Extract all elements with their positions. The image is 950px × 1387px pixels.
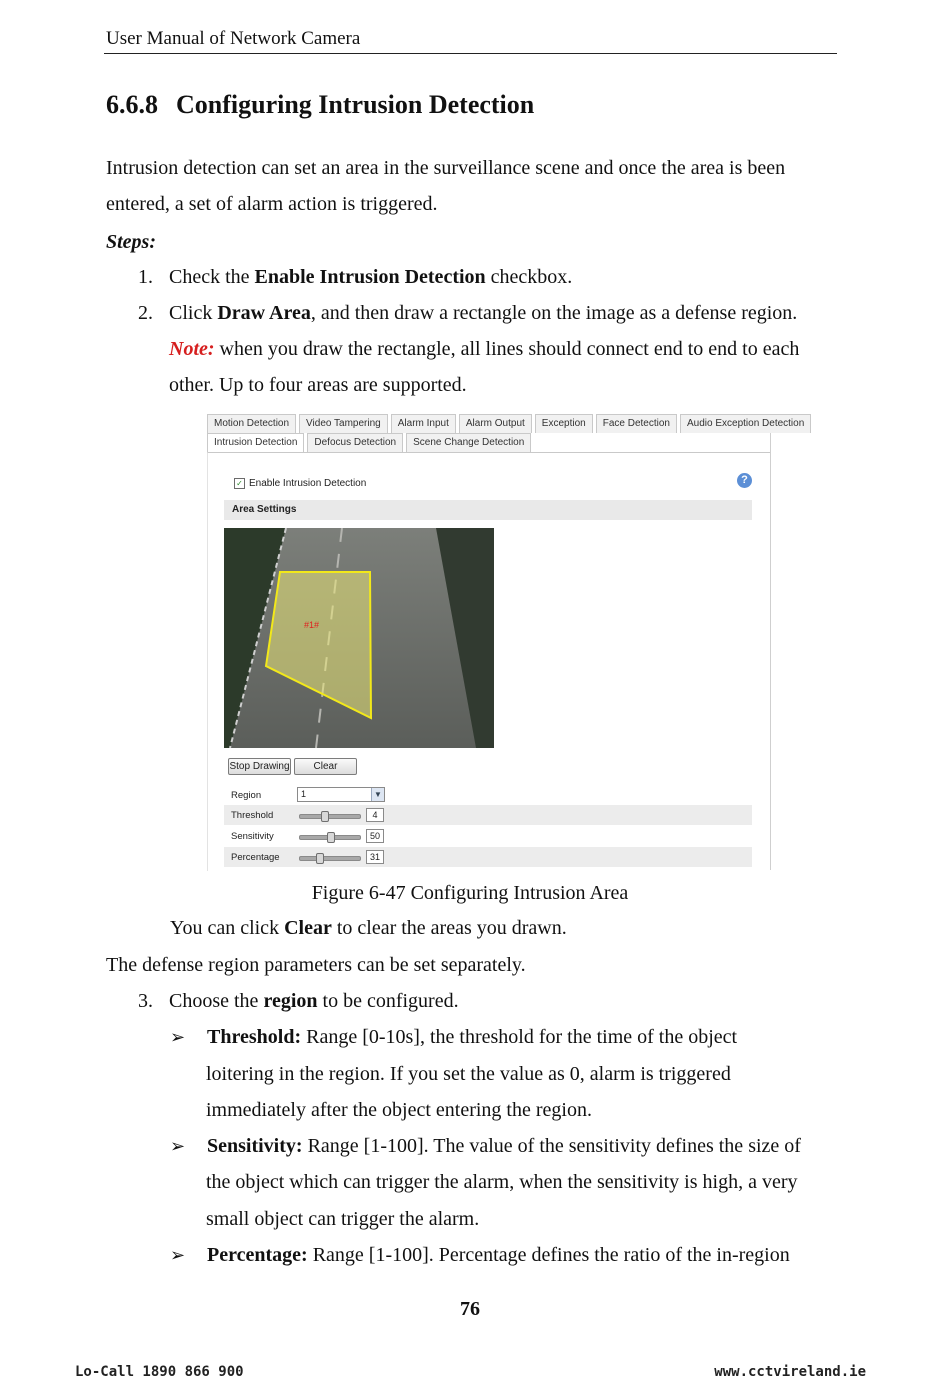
clear-pre: You can click: [170, 917, 285, 939]
intro-line-2: entered, a set of alarm action is triggered.: [106, 193, 438, 215]
footer-website[interactable]: www.cctvireland.ie: [714, 1364, 866, 1380]
clear-bold: Clear: [284, 917, 332, 939]
percentage-line-1: Range [1-100]. Percentage defines the ratio of the in-region: [307, 1244, 790, 1266]
section-heading: [106, 90, 534, 120]
enable-intrusion-checkbox[interactable]: ✓: [234, 478, 245, 489]
percentage-slider-handle[interactable]: [316, 853, 324, 864]
threshold-value[interactable]: 4: [366, 808, 384, 822]
arrow-bullet-icon: ➢: [170, 1136, 186, 1157]
area-settings-header: Area Settings: [224, 500, 752, 520]
figure-caption: Figure 6-47 Configuring Intrusion Area: [311, 882, 629, 904]
percentage-term: Percentage:: [207, 1244, 308, 1266]
intro-line-1: Intrusion detection can set an area in the surveillance scene and once the area is been: [106, 157, 786, 179]
clear-post: to clear the areas you drawn.: [331, 917, 567, 939]
step-2-pre: Click: [169, 302, 218, 324]
tab-row-2: [207, 433, 534, 452]
step-3-pre: Choose the: [169, 990, 264, 1012]
tab-row-1: [207, 414, 814, 433]
step-3-post: to be configured.: [317, 990, 459, 1012]
tab-video-tampering[interactable]: Video Tampering: [299, 414, 388, 433]
note-line-1: when you draw the rectangle, all lines should connect end to end to each: [214, 338, 800, 360]
help-icon[interactable]: ?: [737, 473, 752, 488]
note-label: Note:: [169, 338, 215, 360]
sensitivity-slider-handle[interactable]: [327, 832, 335, 843]
clear-button[interactable]: Clear: [294, 758, 357, 775]
step-2-bold: Draw Area: [217, 302, 311, 324]
percentage-row: [224, 847, 752, 867]
sensitivity-line-3: small object can trigger the alarm.: [206, 1208, 480, 1230]
tab-scene-change-detection[interactable]: Scene Change Detection: [406, 433, 531, 452]
bullet-percentage: [170, 1237, 790, 1274]
percentage-value[interactable]: 31: [366, 850, 384, 864]
section-number: 6.6.8: [106, 90, 158, 119]
threshold-term: Threshold:: [207, 1026, 302, 1048]
region-1-tag: #1#: [304, 620, 320, 630]
threshold-line-1: Range [0-10s], the threshold for the time of the object: [301, 1026, 738, 1048]
sensitivity-line-1: Range [1-100]. The value of the sensitivity defines the size of: [302, 1135, 801, 1157]
header-rule: [104, 53, 837, 54]
intrusion-config-screenshot: [207, 414, 805, 870]
tab-alarm-input[interactable]: Alarm Input: [391, 414, 456, 433]
sensitivity-slider[interactable]: [299, 835, 361, 840]
clear-instruction: [170, 910, 567, 946]
bullet-threshold: [170, 1019, 737, 1056]
arrow-bullet-icon: ➢: [170, 1027, 186, 1048]
step-1-bold: Enable Intrusion Detection: [254, 266, 486, 288]
threshold-label: Threshold: [231, 810, 274, 821]
threshold-line-3: immediately after the object entering the region.: [206, 1099, 592, 1121]
step-1: [138, 259, 572, 295]
tab-intrusion-detection[interactable]: Intrusion Detection: [207, 433, 304, 452]
defense-region-note: The defense region parameters can be set separately.: [106, 954, 526, 976]
stop-drawing-button[interactable]: Stop Drawing: [228, 758, 291, 775]
section-title: Configuring Intrusion Detection: [176, 90, 535, 119]
tab-audio-exception-detection[interactable]: Audio Exception Detection: [680, 414, 811, 433]
step-3-bold: region: [263, 990, 318, 1012]
threshold-line-2: loitering in the region. If you set the value as 0, alarm is triggered: [206, 1063, 731, 1085]
sensitivity-value[interactable]: 50: [366, 829, 384, 843]
note-line-2: other. Up to four areas are supported.: [169, 374, 467, 396]
footer-phone: Lo-Call 1890 866 900: [75, 1364, 244, 1380]
region-select-value: 1: [301, 789, 307, 799]
percentage-slider[interactable]: [299, 856, 361, 861]
step-2-post: , and then draw a rectangle on the image as a defense region.: [310, 302, 798, 324]
tab-alarm-output[interactable]: Alarm Output: [459, 414, 532, 433]
threshold-slider-handle[interactable]: [321, 811, 329, 822]
step-1-number: 1.: [138, 266, 153, 288]
step-2-number: 2.: [138, 302, 153, 324]
live-video-view[interactable]: [224, 528, 494, 748]
enable-intrusion-label: Enable Intrusion Detection: [249, 478, 367, 489]
bullet-sensitivity: [170, 1128, 801, 1165]
sensitivity-label: Sensitivity: [231, 831, 274, 842]
steps-label: Steps:: [106, 231, 156, 253]
chevron-down-icon[interactable]: ▼: [371, 788, 384, 801]
page-number: 76: [460, 1298, 480, 1320]
sensitivity-row: [224, 826, 752, 846]
sensitivity-line-2: the object which can trigger the alarm, when the sensitivity is high, a very: [206, 1171, 798, 1193]
step-2-note: [169, 331, 799, 367]
region-row: [224, 785, 752, 805]
percentage-label: Percentage: [231, 852, 280, 863]
tab-motion-detection[interactable]: Motion Detection: [207, 414, 296, 433]
threshold-slider[interactable]: [299, 814, 361, 819]
arrow-bullet-icon: ➢: [170, 1245, 186, 1266]
step-2: [138, 295, 797, 331]
region-label: Region: [231, 790, 262, 801]
tab-defocus-detection[interactable]: Defocus Detection: [307, 433, 403, 452]
step-3-number: 3.: [138, 990, 153, 1012]
running-header: User Manual of Network Camera: [106, 28, 361, 49]
threshold-row: [224, 805, 752, 825]
step-3: [138, 983, 459, 1019]
step-1-post: checkbox.: [485, 266, 573, 288]
step-1-pre: Check the: [169, 266, 255, 288]
region-select[interactable]: [297, 787, 385, 802]
tab-exception[interactable]: Exception: [535, 414, 593, 433]
sensitivity-term: Sensitivity:: [207, 1135, 303, 1157]
tab-face-detection[interactable]: Face Detection: [596, 414, 677, 433]
